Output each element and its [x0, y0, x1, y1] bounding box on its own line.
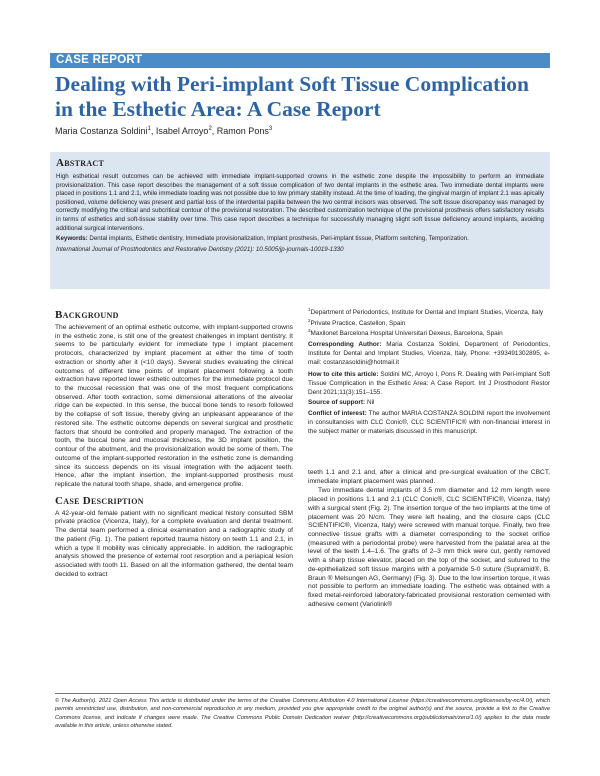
affiliation [308, 330, 550, 339]
support-label: Source of support: [308, 399, 366, 407]
case-report-banner: CASE REPORT [50, 53, 550, 68]
keywords [56, 235, 544, 244]
body-paragraph: teeth 1.1 and 2.1 and, after a clinical and pre-surgical evaluation of the CBCT, immediate implant placement was planned. [308, 469, 550, 485]
keywords-label: Keywords: [56, 235, 88, 243]
affiliation [308, 317, 550, 329]
article-title: Dealing with Peri-implant Soft Tissue Complication in the Esthetic Area: A Case Report [55, 72, 530, 121]
affiliation-text: Maxilonet Barcelona Hospital Universitari Dexeus, Barcelona, Spain [310, 330, 503, 338]
affiliation-text: Private Practice, Castellon, Spain [310, 319, 406, 327]
case-description-text: A 42-year-old female patient with no significant medical history consulted SBM private practice (Vicenza, Italy), for a complete evaluation and dental treatment. The dental team performed a clinical examination and a radiographic study of the patient (Fig. 1). The patient reported trauma history on teeth 1.1 and 2.1, in which a type II mobility was clinically appreciable. In addition, the radiographic analysis showed the presence of external root resorption and a periapical lesion associated with tooth 11. Based on all the information gathered, the dental team decided to extract [55, 509, 293, 578]
license-footer: © The Author(s). 2021 Open Access This article is distributed under the terms of the Creative Commons Attribution 4.0 International License (https://creativecommons.org/licenses/by-nc/4.0/), which permits unrestricted use, distribution, and non-commercial reproduction in any medium, provided you give appropriate credit to the original author(s) and the source, provide a link to the Creative Commons license, and indicate if changes were made. The Creative Commons Public Domain Dedication waiver (http://creativecommons.org/publicdomain/zero/1.0/) applies to the data made available in this article, unless otherwise stated. [55, 698, 550, 729]
right-column-front-matter [308, 306, 550, 438]
author-affiliation-mark: 2 [208, 126, 212, 132]
corresponding-author [308, 341, 550, 367]
right-column-body [308, 469, 550, 610]
support-text: Nil [366, 399, 375, 407]
conflict-label: Conflict of interest: [308, 410, 367, 418]
body-paragraph: Two immediate dental implants of 3.5 mm diameter and 12 mm length were placed in positions 1.1 and 2.1 (CLC Conic®, CLC SCIENTIFIC®, Vicenza, Italy) with a surgical stent (Fig. 2). The insertion torque of the two implants at the time of placement was 20 N/cm. They were left healing, and the closure caps (CLC SCIENTIFIC®, Vicenza, Italy) were screwed with manual torque. Finally, two free connective tissue grafts with a diameter corresponding to the socket orifice (measured with a periodontal probe) were harvested from the palatal area at the level of the teeth 1.4–1.6. The grafts of 2–3 mm thick were cut, gently removed with a sharp tissue elevator, placed on the top of the socket, and sutured to the de-epithelialized soft tissue margins with a polyamide 5-0 suture (Supramid®, B. Braun ® Melsungen AG, Germany) (Fig. 3). Due to the low insertion torque, it was not possible to perform an immediate loading. The esthetic was obtained with a fixed metal-reinforced laboratory-fabricated provisional restoration cemented with adhesive cement (Variolink® [308, 487, 550, 608]
abstract-box [50, 152, 550, 289]
author-affiliation-mark: 3 [268, 126, 273, 132]
background-text: The achievement of an optimal esthetic outcome, with implant-supported crowns in the esthetic zone, is still one of the greatest challenges in implant dentistry. It seems to be particularly evident for immediate type I implant placement protocols, characterized by implant placement at either the time of tooth extraction or shortly after it (<10 days). Several studies evaluating the clinical outcomes of different time points of implant placement following a tooth extraction have reported lower esthetic outcomes for the immediate protocol due to the mucosal recession that was one of the most frequent complications observed. After tooth extraction, some dimensional alterations of the alveolar ridge can be expected. In this sense, the buccal bone tends to resorb followed by the collapse of soft tissue, thereby giving an unpleasant appearance of the restored site. The esthetic outcome depends on several surgical and prosthetic factors that should be controlled and properly managed. The extraction of the tooth, the buccal bone and mucosal thickness, the 3D implant position, the contour of the abutment, and the provisionalization would be some of them. The outcome of the implant-supported restoration in the esthetic zone is demanding since its success depends on its visual integration with the adjacent teeth. Hence, after the implant insertion, the implant-supported prosthesis must replicate the natural tooth shape, shade, and emergence profile. [55, 324, 293, 488]
affiliation [308, 306, 550, 318]
corresponding-text: Maria Costanza Soldini, Department of Periodontics, Institute for Dental and Implant Studies, Vicenza, Italy, Phone: +393491302895, e-mail: costanzasoldini@hotmail.it [308, 341, 550, 366]
footer-divider [55, 693, 550, 694]
affiliation-mark: 2 [308, 317, 311, 323]
conflict-text: The author MARIA COSTANZA SOLDINI report the involvement in consultancies with CLC Conic®, CLC SCIENTIFIC® with non-financial interest in the subject matter or materials discussed in this manuscript. [308, 410, 550, 435]
author-name: Maria Costanza Soldini [55, 126, 148, 136]
how-to-cite-text: Soldini MC, Arroyo I, Pons R. Dealing with Peri-implant Soft Tissue Complication in the Esthetic Area: A Case Report. Int J Prosthodont Restor Dent 2021;11(3):151–155. [308, 371, 550, 396]
background-heading: Background [55, 309, 119, 321]
source-of-support [308, 399, 550, 408]
affiliation-mark: 3 [308, 328, 311, 334]
abstract-text: High esthetical result outcomes can be achieved with immediate implant-supported crowns in the esthetic zone despite the impossibility to perform an immediate provisionalization. This case report describes the management of a soft tissue complication of two dental implants in the esthetic area. Two immediate dental implants were placed in positions 1.1 and 2.1, while immediate loading was not possible due to low primary stability instead. At the time of loading, the gingival margin of implant 2.1 was apically positioned, volume deficiency was present and partial loss of the interdental papilla between the two central incisors was observed. The soft tissue discrepancy was managed by correctly modifying the critical and subcritical contour of the provisional restoration. The described customization technique of the provisional prosthesis offers satisfactory results in terms of esthetics and soft-tissue stability over time. This case report describes a technique for successfully managing slight soft tissue deficiency around implants, avoiding additional surgical interventions. [56, 173, 544, 232]
how-to-cite [308, 371, 550, 397]
affiliation-text: Department of Periodontics, Institute for Dental and Implant Studies, Vicenza, Italy [310, 309, 544, 316]
keywords-list: Dental implants, Esthetic dentistry, Immediate provisionalization, Implant prosthesis, Peri-implant tissue, Platform switching, Temporization. [89, 235, 469, 243]
abstract-heading: Abstract [56, 157, 105, 169]
how-to-cite-label: How to cite this article: [308, 371, 379, 379]
author-list: Maria Costanza Soldini$^1$, Isabel Arroyo$^2$, Ramon Pons$^3$ [55, 126, 273, 136]
author-affiliation-mark: 1 [147, 126, 151, 132]
conflict-of-interest [308, 410, 550, 436]
corresponding-label: Corresponding Author: [308, 341, 382, 349]
author-name: Ramon Pons [216, 126, 269, 136]
case-description-heading: Case Description [55, 494, 144, 507]
journal-citation: International Journal of Prosthodontics and Restorative Dentistry (2021): 10.5005/jp-journals-10019-1330 [56, 245, 344, 253]
left-column [55, 309, 293, 579]
affiliations [308, 306, 550, 436]
author-name: Isabel Arroyo [155, 126, 209, 136]
affiliation-mark: 1 [308, 306, 311, 312]
